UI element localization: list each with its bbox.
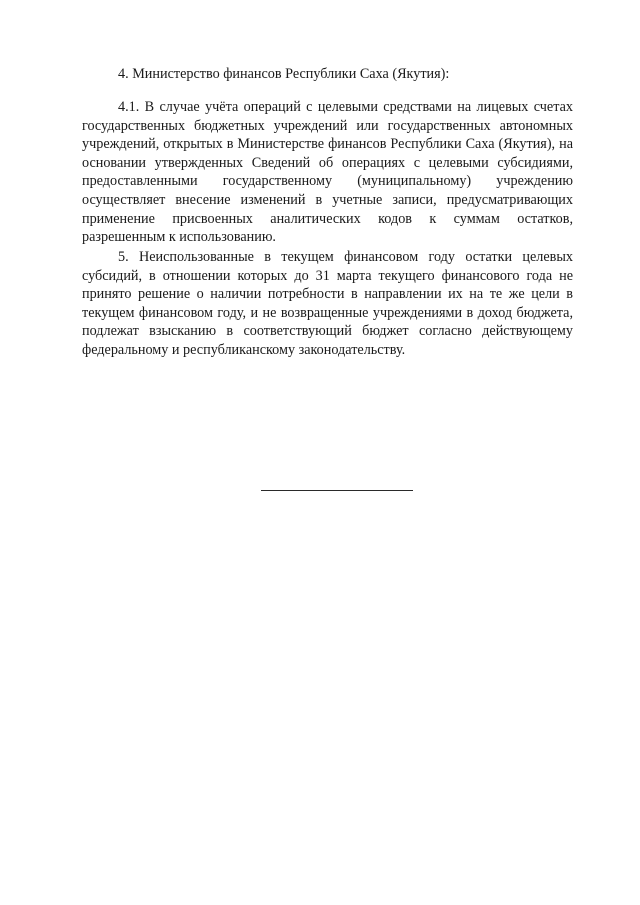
paragraph-5-block — [82, 248, 573, 360]
paragraph-5: 5. Неиспользованные в текущем финансовом году остатки целевых субсидий, в отношении которых до 31 марта текущего финансового года не принято решение о наличии потребности в направлении их на те же цели в текущем финансовом году, и не возвращенные учреждениями в доход бюджета, подлежат взысканию в соответствующий бюджет согласно действующему федеральному и республиканскому законодательству. — [82, 249, 573, 358]
paragraph-4-1: 4.1. В случае учёта операций с целевыми средствами на лицевых счетах государственных бюджетных учреждений или государственных автономных учреждений, открытых в Министерстве финансов Республики Саха (Якутия), на основании утвержденных Сведений об операциях с целевыми субсидиями, предоставленными государственному (муниципальному) учреждению осуществляет внесение изменений в учетные записи, предусматривающих применение присвоенных аналитических кодов к суммам остатков, разрешенным к использованию. — [82, 99, 573, 246]
paragraph-4-1-block — [82, 98, 573, 247]
end-of-document-rule — [261, 490, 413, 491]
section-4-heading: 4. Министерство финансов Республики Саха (Якутия): — [118, 66, 450, 82]
